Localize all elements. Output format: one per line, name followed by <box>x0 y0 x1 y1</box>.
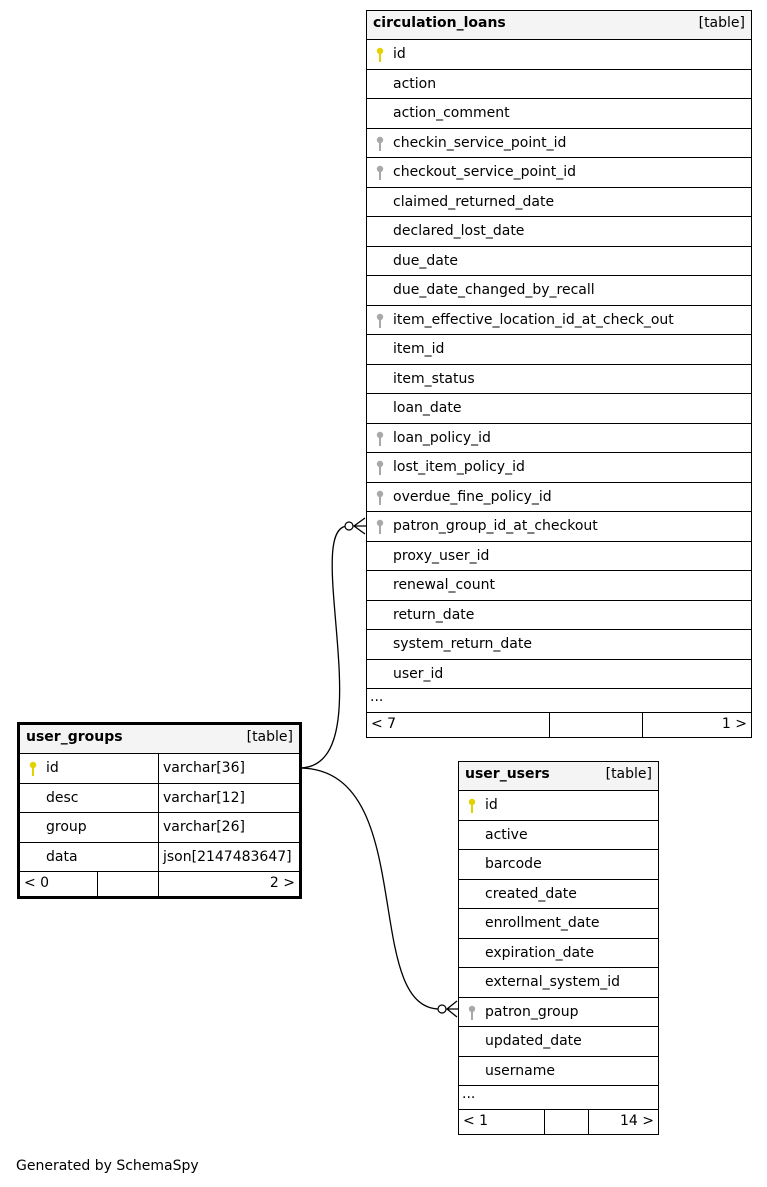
table-header <box>459 762 658 790</box>
foreign-key-icon <box>375 460 385 476</box>
column-name[interactable]: due_date_changed_by_recall <box>393 282 595 298</box>
column-row[interactable] <box>367 334 751 364</box>
column-name[interactable]: username <box>485 1062 555 1079</box>
column-name[interactable]: data <box>46 848 78 865</box>
column-row[interactable] <box>459 938 658 968</box>
column-name[interactable]: return_date <box>393 606 475 623</box>
column-name[interactable]: active <box>485 826 528 843</box>
column-row[interactable] <box>367 541 751 571</box>
column-row[interactable] <box>459 967 658 997</box>
column-type: json[2147483647] <box>158 843 292 872</box>
parent-count[interactable]: < 0 <box>24 875 50 891</box>
column-name[interactable]: declared_lost_date <box>393 223 525 239</box>
foreign-key-icon <box>467 1005 477 1021</box>
column-row[interactable] <box>459 908 658 938</box>
column-row[interactable] <box>367 98 751 128</box>
column-name[interactable]: patron_group_id_at_checkout <box>393 518 598 534</box>
table-header <box>367 11 751 39</box>
column-name[interactable]: checkout_service_point_id <box>393 164 577 180</box>
table-footer <box>367 712 751 737</box>
foreign-key-icon <box>375 431 385 447</box>
table-header <box>20 725 299 753</box>
column-name[interactable]: created_date <box>485 885 577 902</box>
column-row[interactable] <box>459 879 658 909</box>
column-name[interactable]: id <box>485 797 498 813</box>
column-type: varchar[26] <box>158 813 245 842</box>
column-row[interactable] <box>20 812 299 842</box>
column-row[interactable] <box>459 997 658 1027</box>
column-row[interactable] <box>459 1056 658 1086</box>
column-row[interactable] <box>459 1026 658 1056</box>
column-row[interactable] <box>20 753 299 783</box>
child-count[interactable]: 14 > <box>620 1113 654 1129</box>
column-row[interactable] <box>367 629 751 659</box>
footer-divider <box>642 713 643 737</box>
column-name[interactable]: renewal_count <box>393 577 495 593</box>
column-name[interactable]: lost_item_policy_id <box>393 459 525 475</box>
column-row[interactable] <box>367 393 751 423</box>
column-row[interactable] <box>367 452 751 482</box>
foreign-key-icon <box>375 490 385 506</box>
column-name[interactable]: item_effective_location_id_at_check_out <box>393 311 674 328</box>
column-row[interactable] <box>367 69 751 99</box>
table-type: [table] <box>698 15 745 31</box>
column-name[interactable]: overdue_fine_policy_id <box>393 488 552 505</box>
column-row[interactable] <box>367 423 751 453</box>
many-cardinality-marker <box>447 1001 458 1017</box>
relationship-line-circulation-loans <box>299 526 348 768</box>
column-row[interactable] <box>367 659 751 689</box>
column-row[interactable] <box>20 842 299 872</box>
column-row[interactable] <box>367 128 751 158</box>
zero-cardinality-marker <box>438 1005 446 1013</box>
more-columns: ... <box>367 688 751 712</box>
column-row[interactable] <box>367 570 751 600</box>
primary-key-icon <box>28 761 38 777</box>
child-count[interactable]: 2 > <box>269 875 295 891</box>
column-name[interactable]: patron_group <box>485 1003 579 1020</box>
column-name[interactable]: item_status <box>393 370 475 387</box>
column-row[interactable] <box>459 849 658 879</box>
table-user-groups[interactable] <box>17 722 302 899</box>
column-row[interactable] <box>367 600 751 630</box>
foreign-key-icon <box>375 519 385 535</box>
column-type: varchar[12] <box>158 784 245 813</box>
column-name[interactable]: enrollment_date <box>485 915 600 931</box>
table-name[interactable]: user_users <box>465 766 550 782</box>
column-name[interactable]: barcode <box>485 856 542 872</box>
zero-cardinality-marker <box>345 522 353 530</box>
column-row[interactable] <box>459 820 658 850</box>
column-name[interactable]: loan_policy_id <box>393 429 491 446</box>
table-type: [table] <box>246 729 293 745</box>
column-row[interactable] <box>367 482 751 512</box>
child-count[interactable]: 1 > <box>721 716 747 732</box>
footer-divider <box>588 1110 589 1134</box>
table-type: [table] <box>605 766 652 782</box>
primary-key-icon <box>375 47 385 63</box>
table-name[interactable]: user_groups <box>26 729 123 745</box>
footer-divider <box>97 872 98 896</box>
column-row[interactable] <box>20 783 299 813</box>
column-name[interactable]: id <box>393 46 406 62</box>
column-name[interactable]: action <box>393 75 437 92</box>
column-row[interactable] <box>367 305 751 335</box>
column-name[interactable]: item_id <box>393 341 445 357</box>
footer-divider <box>544 1110 545 1134</box>
foreign-key-icon <box>375 136 385 152</box>
column-name[interactable]: claimed_returned_date <box>393 193 555 210</box>
column-row[interactable] <box>367 511 751 541</box>
column-row[interactable] <box>367 246 751 276</box>
column-row[interactable] <box>367 364 751 394</box>
column-name[interactable]: system_return_date <box>393 636 532 652</box>
more-columns: ... <box>459 1085 658 1109</box>
column-name[interactable]: action_comment <box>393 105 510 121</box>
table-user-users[interactable] <box>458 761 659 1135</box>
column-name[interactable]: expiration_date <box>485 944 595 961</box>
column-name[interactable]: user_id <box>393 665 444 682</box>
column-row[interactable] <box>367 275 751 305</box>
column-name[interactable]: id <box>46 760 59 776</box>
column-name[interactable]: loan_date <box>393 400 462 416</box>
column-name[interactable]: due_date <box>393 252 458 269</box>
column-row[interactable] <box>367 216 751 246</box>
table-footer <box>20 871 299 896</box>
footer-divider <box>549 713 550 737</box>
column-name[interactable]: checkin_service_point_id <box>393 134 567 151</box>
primary-key-icon <box>467 798 477 814</box>
column-name[interactable]: group <box>46 819 87 835</box>
relationship-line-user-users <box>299 768 440 1009</box>
column-type: varchar[36] <box>158 754 245 783</box>
column-name[interactable]: updated_date <box>485 1033 582 1049</box>
column-name[interactable]: external_system_id <box>485 974 620 990</box>
generated-by-credit: Generated by SchemaSpy <box>16 1158 199 1174</box>
foreign-key-icon <box>375 313 385 329</box>
table-name[interactable]: circulation_loans <box>373 15 506 31</box>
column-row[interactable] <box>367 39 751 69</box>
table-circulation-loans[interactable] <box>366 10 752 738</box>
many-cardinality-marker <box>354 518 366 534</box>
column-row[interactable] <box>367 157 751 187</box>
column-row[interactable] <box>459 790 658 820</box>
footer-divider <box>158 872 159 896</box>
foreign-key-icon <box>375 165 385 181</box>
parent-count[interactable]: < 1 <box>463 1113 489 1129</box>
column-row[interactable] <box>367 187 751 217</box>
table-footer <box>459 1109 658 1134</box>
parent-count[interactable]: < 7 <box>371 716 397 732</box>
column-name[interactable]: desc <box>46 789 79 806</box>
column-name[interactable]: proxy_user_id <box>393 547 490 564</box>
